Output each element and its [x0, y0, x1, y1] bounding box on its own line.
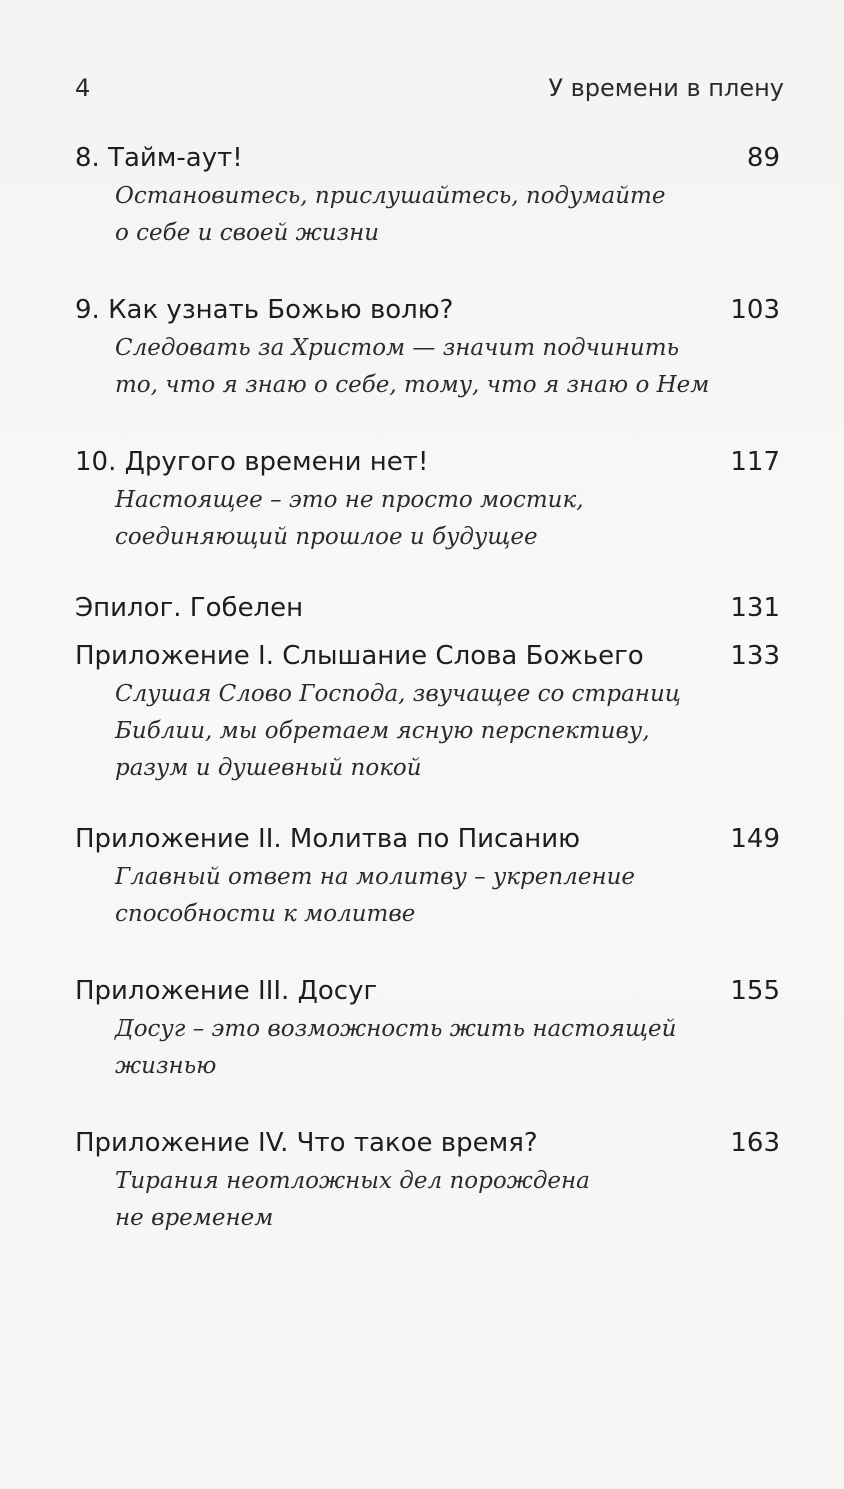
toc-entry-title: Приложение I. Слышание Слова Божьего [75, 641, 644, 671]
toc-entry-subtitle [115, 676, 735, 787]
toc-entry-title-line [75, 290, 780, 330]
toc-entry [75, 588, 780, 628]
toc-entry-title: Эпилог. Гобелен [75, 593, 304, 623]
toc-entry [75, 1123, 780, 1237]
toc-entry-title-line [75, 1123, 780, 1163]
page-header [75, 74, 784, 110]
toc-entry-title: 10. Другого времени нет! [75, 447, 429, 477]
toc-entry-subtitle-line: Следовать за Христом — значит подчинить [115, 335, 680, 361]
toc-entry-subtitle [115, 1163, 735, 1237]
toc-entry-subtitle-line: соединяющий прошлое и будущее [115, 524, 538, 550]
toc-entry-page: 103 [730, 295, 780, 325]
page-number: 4 [75, 74, 91, 102]
toc-entry-page: 163 [730, 1128, 780, 1158]
toc-entry-subtitle [115, 178, 735, 252]
table-of-contents [75, 138, 780, 1237]
toc-entry-subtitle [115, 859, 735, 933]
toc-entry-title-line [75, 588, 780, 628]
toc-entry-title-line [75, 971, 780, 1011]
toc-entry-subtitle [115, 482, 735, 556]
toc-entry-page: 133 [730, 641, 780, 671]
toc-entry-title-line [75, 442, 780, 482]
toc-entry [75, 138, 780, 252]
toc-entry-subtitle-line: разум и душевный покой [115, 755, 422, 781]
toc-entry-page: 89 [746, 143, 780, 173]
toc-entry-subtitle-line: Настоящее – это не просто мостик, [115, 487, 584, 513]
toc-entry-title: Приложение IV. Что такое время? [75, 1128, 538, 1158]
toc-entry-title: 8. Тайм-аут! [75, 143, 243, 173]
toc-entry-subtitle-line: Досуг – это возможность жить настоящей [115, 1016, 677, 1042]
toc-entry-subtitle-line: Тирания неотложных дел порождена [115, 1168, 590, 1194]
toc-entry-subtitle-line: способности к молитве [115, 901, 416, 927]
toc-entry-subtitle-line: Слушая Слово Господа, звучащее со страниц [115, 681, 681, 707]
toc-entry-subtitle-line: Остановитесь, прислушайтесь, подумайте [115, 183, 666, 209]
toc-entry-page: 155 [730, 976, 780, 1006]
toc-entry-subtitle-line: Главный ответ на молитву – укрепление [115, 864, 636, 890]
toc-entry [75, 971, 780, 1085]
toc-entry-page: 149 [730, 824, 780, 854]
toc-entry-title: Приложение II. Молитва по Писанию [75, 824, 581, 854]
toc-entry-subtitle-line: то, что я знаю о себе, тому, что я знаю о Нем [115, 372, 710, 398]
toc-entry-title-line [75, 819, 780, 859]
toc-entry-subtitle [115, 1011, 735, 1085]
toc-entry-page: 131 [730, 593, 780, 623]
toc-entry [75, 636, 780, 787]
toc-entry-title-line [75, 138, 780, 178]
toc-entry-page: 117 [730, 447, 780, 477]
toc-entry-title: 9. Как узнать Божью волю? [75, 295, 454, 325]
toc-entry-subtitle-line: жизнью [115, 1053, 217, 1079]
toc-entry-subtitle-line: о себе и своей жизни [115, 220, 380, 246]
toc-entry [75, 819, 780, 933]
toc-entry [75, 442, 780, 556]
running-title: У времени в плену [548, 74, 784, 102]
toc-entry-title-line [75, 636, 780, 676]
toc-entry [75, 290, 780, 404]
toc-entry-subtitle-line: не временем [115, 1205, 274, 1231]
toc-entry-subtitle-line: Библии, мы обретаем ясную перспективу, [115, 718, 650, 744]
toc-entry-subtitle [115, 330, 735, 404]
toc-entry-title: Приложение III. Досуг [75, 976, 378, 1006]
